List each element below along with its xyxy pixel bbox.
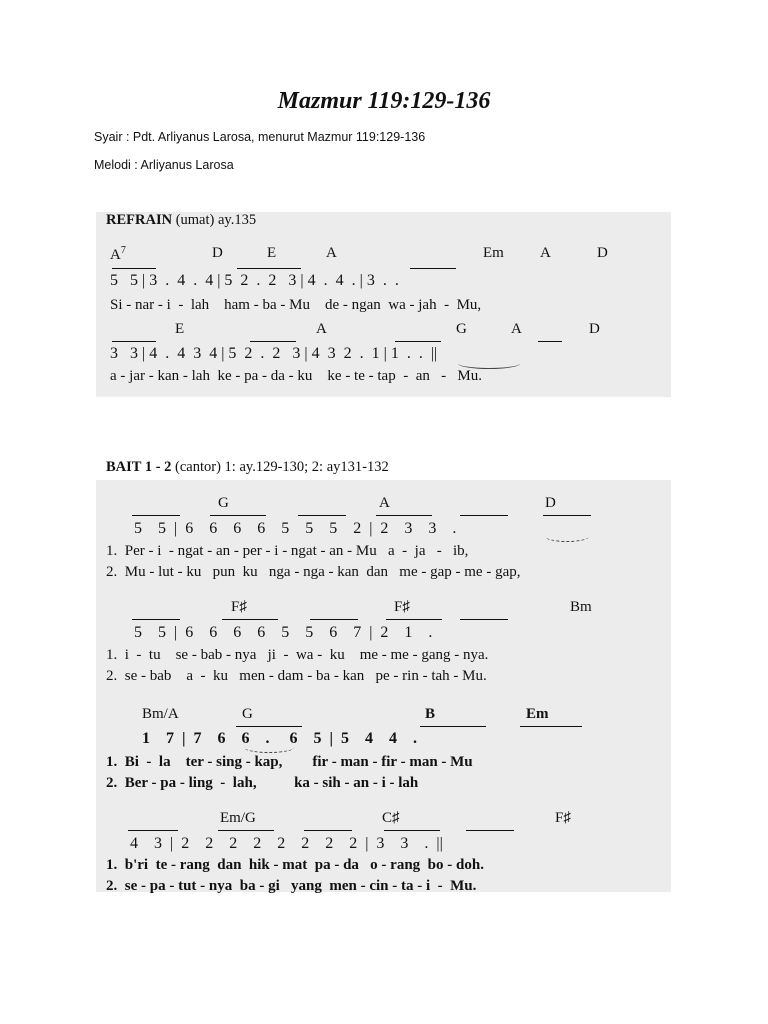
chord: G — [218, 495, 229, 511]
chord: Em — [483, 245, 504, 261]
refrain-heading — [106, 212, 256, 229]
chord: F♯ — [231, 599, 247, 615]
chord: Bm/A — [142, 706, 179, 722]
beam — [132, 515, 180, 516]
beam — [132, 619, 180, 620]
lyrics-verse-1: 1. Bi - la ter - sing - kap, fir - man - fir - man - Mu — [106, 754, 473, 770]
tie — [545, 531, 589, 542]
refrain-label: REFRAIN — [106, 212, 173, 228]
chord: $A^7$ — [110, 245, 126, 263]
lyrics: a - jar - kan - lah ke - pa - da - ku ke - te - tap - an - Mu. — [110, 368, 482, 384]
notation: 4 3 | 2 2 2 2 2 2 2 2 | 3 3 . || — [130, 835, 443, 852]
beam — [250, 341, 296, 342]
beam — [386, 619, 442, 620]
chord: Em/G — [220, 810, 256, 826]
beam — [298, 515, 346, 516]
beam — [384, 830, 440, 831]
beam — [310, 619, 358, 620]
chord: Bm — [570, 599, 592, 615]
beam — [112, 341, 156, 342]
notation: 3 3 | 4 . 4 3 4 | 5 2 . 2 3 | 4 3 2 . 1 | 1 . . || — [110, 345, 438, 362]
verse-heading — [106, 459, 389, 476]
beam — [237, 268, 301, 269]
beam — [210, 515, 266, 516]
chord: D — [589, 321, 600, 337]
chord: A — [316, 321, 327, 337]
chord: D — [597, 245, 608, 261]
refrain-ref: ay.135 — [217, 212, 257, 228]
refrain-sub: (umat) — [175, 212, 215, 228]
chord: A — [326, 245, 337, 261]
chord: D — [545, 495, 556, 511]
lyrics: Si - nar - i - lah ham - ba - Mu de - ngan wa - jah - Mu, — [110, 297, 482, 313]
beam — [222, 619, 278, 620]
notation: 5 5 | 3 . 4 . 4 | 5 2 . 2 3 | 4 . 4 . | 3 . . — [110, 272, 399, 289]
notation: 5 5 | 6 6 6 6 5 5 5 2 | 2 3 3 . — [134, 520, 457, 537]
chord: Em — [526, 706, 549, 722]
chord: B — [425, 706, 436, 722]
beam — [520, 726, 582, 727]
verse-ref: 1: ay.129-130; 2: ay131-132 — [224, 459, 389, 475]
notation: 5 5 | 6 6 6 6 5 5 6 7 | 2 1 . — [134, 624, 433, 641]
chord: F♯ — [394, 599, 410, 615]
lyrics-verse-1: 1. b'ri te - rang dan hik - mat pa - da o - rang bo - doh. — [106, 857, 484, 873]
lyrics-verse-2: 2. se - bab a - ku men - dam - ba - kan pe - rin - tah - Mu. — [106, 668, 487, 684]
lyrics-verse-2: 2. Mu - lut - ku pun ku nga - nga - kan dan me - gap - me - gap, — [106, 564, 521, 580]
beam — [420, 726, 486, 727]
beam — [538, 341, 562, 342]
chord: D — [212, 245, 223, 261]
verse-label: BAIT 1 - 2 — [106, 459, 172, 475]
chord: E — [175, 321, 185, 337]
chord: A — [379, 495, 390, 511]
tie — [244, 742, 294, 753]
verse-sub: (cantor) — [175, 459, 221, 475]
page-title: Mazmur 119:129-136 — [277, 88, 491, 114]
beam — [543, 515, 591, 516]
beam — [410, 268, 456, 269]
composer-credit: Melodi : Arliyanus Larosa — [94, 158, 234, 172]
beam — [218, 830, 274, 831]
lyricist-credit: Syair : Pdt. Arliyanus Larosa, menurut Mazmur 119:129-136 — [94, 130, 426, 144]
beam — [304, 830, 352, 831]
beam — [460, 619, 508, 620]
chord: A — [540, 245, 551, 261]
lyrics-verse-2: 2. Ber - pa - ling - lah, ka - sih - an - i - lah — [106, 775, 419, 791]
beam — [376, 515, 432, 516]
beam — [112, 268, 156, 269]
lyrics-verse-2: 2. se - pa - tut - nya ba - gi yang men - cin - ta - i - Mu. — [106, 878, 477, 894]
beam — [466, 830, 514, 831]
chord: A — [511, 321, 522, 337]
beam — [395, 341, 441, 342]
chord: C♯ — [382, 810, 400, 826]
beam — [460, 515, 508, 516]
chord: G — [456, 321, 467, 337]
chord: G — [242, 706, 253, 722]
chord: F♯ — [555, 810, 571, 826]
beam — [236, 726, 302, 727]
lyrics-verse-1: 1. i - tu se - bab - nya ji - wa - ku me - me - gang - nya. — [106, 647, 489, 663]
notation: 1 7 | 7 6 6 . 6 5 | 5 4 4 . — [142, 730, 418, 747]
beam — [128, 830, 178, 831]
chord: E — [267, 245, 277, 261]
lyrics-verse-1: 1. Per - i - ngat - an - per - i - ngat - an - Mu a - ja - ib, — [106, 543, 469, 559]
